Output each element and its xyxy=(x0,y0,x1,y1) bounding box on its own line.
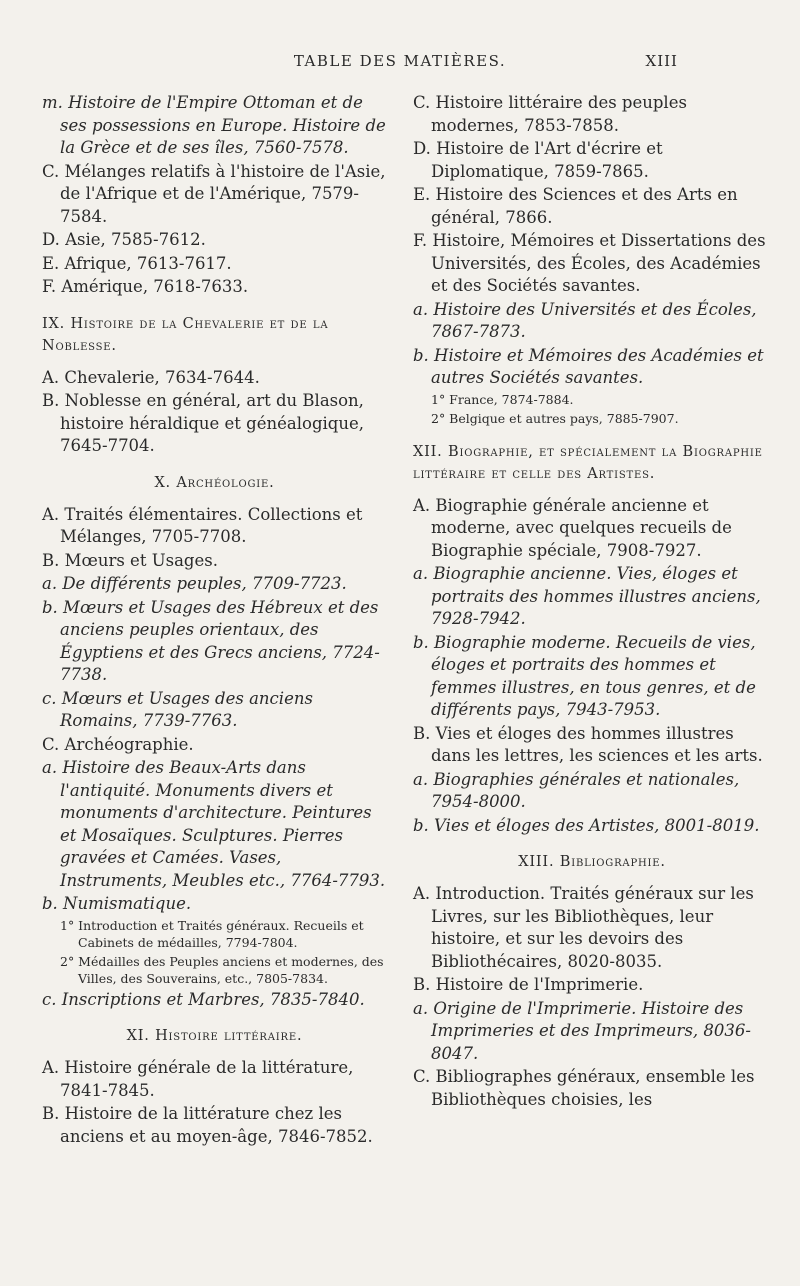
page-number: XIII xyxy=(645,52,678,70)
section-heading: XII. Biographie, et spécialement la Biographie littéraire et celle des Artistes. xyxy=(413,443,763,482)
sub-entry: 2° Médailles des Peuples anciens et modernes, des Villes, des Souverains, etc., 7805-7834. xyxy=(60,953,384,986)
running-title: TABLE DES MATIÈRES. xyxy=(293,52,507,70)
toc-entry: B. Histoire de l'Imprimerie. xyxy=(413,975,644,994)
toc-entry: A. Chevalerie, 7634-7644. xyxy=(42,367,260,387)
toc-entry: E. Afrique, 7613-7617. xyxy=(42,253,232,273)
toc-entry-italic: a. De différents peuples, 7709-7723. xyxy=(42,574,347,593)
left-column xyxy=(42,92,387,1149)
toc-entry: B. Vies et éloges des hommes illustres dans les lettres, les sciences et les arts. xyxy=(413,723,763,765)
toc-entry-italic: a. Histoire des Universités et des Écoles, 7867-7873. xyxy=(413,299,757,341)
toc-entry: B. Histoire de la littérature chez les anciens et au moyen-âge, 7846-7852. xyxy=(42,1104,373,1146)
toc-entry: C. Mélanges relatifs à l'histoire de l'Asie, de l'Afrique et de l'Amérique, 7579-7584. xyxy=(42,161,386,226)
toc-entry: B. Mœurs et Usages. xyxy=(42,550,218,570)
toc-entry-italic: b. Numismatique. xyxy=(42,894,192,913)
toc-entry: D. Asie, 7585-7612. xyxy=(42,230,206,249)
toc-entry: A. Histoire générale de la littérature, 7841-7845. xyxy=(42,1058,354,1100)
sub-entry: 1° Introduction et Traités généraux. Recueils et Cabinets de médailles, 7794-7804. xyxy=(60,917,364,950)
toc-entry: B. Noblesse en général, art du Blason, histoire héraldique et généalogique, 7645-7704. xyxy=(42,391,364,455)
toc-entry-italic: m. Histoire de l'Empire Ottoman et de ses possessions en Europe. Histoire de la Grèce et de ses îles, 7560-7578. xyxy=(42,93,386,157)
toc-entry-italic: b. Histoire et Mémoires des Académies et autres Sociétés savantes. xyxy=(413,345,764,387)
toc-entry: F. Amérique, 7618-7633. xyxy=(42,277,249,296)
toc-entry-italic: b. Biographie moderne. Recueils de vies, éloges et portraits des hommes et femmes illustres, en tous genres, et de différents pays, 7943-7953. xyxy=(413,632,756,719)
toc-entry-italic: a. Biographie ancienne. Vies, éloges et portraits des hommes illustres anciens, 7928-7942. xyxy=(413,564,761,628)
toc-entry: A. Introduction. Traités généraux sur les Livres, sur les Bibliothèques, leur histoire, et sur les devoirs des Bibliothécaires, 8020-8035. xyxy=(413,884,754,971)
toc-entry-italic: b. Mœurs et Usages des Hébreux et des anciens peuples orientaux, des Égyptiens et des Grecs anciens, 7724-7738. xyxy=(42,597,380,684)
section-heading: XI. Histoire littéraire. xyxy=(126,1028,303,1044)
toc-entry-italic: a. Biographies générales et nationales, 7954-8000. xyxy=(413,769,740,811)
toc-entry-italic: c. Inscriptions et Marbres, 7835-7840. xyxy=(42,989,365,1009)
running-head xyxy=(0,52,800,78)
toc-entry-italic: b. Vies et éloges des Artistes, 8001-8019. xyxy=(413,815,760,835)
toc-entry: C. Histoire littéraire des peuples modernes, 7853-7858. xyxy=(413,93,687,135)
toc-entry: A. Traités élémentaires. Collections et Mélanges, 7705-7708. xyxy=(42,504,363,546)
toc-entry-italic: a. Histoire des Beaux-Arts dans l'antiquité. Monuments divers et monuments d'architecture. Peintures et Mosaïques. Sculptures. Pierres gravées et Camées. Vases, Instruments, Meubles etc., 7764-7793. xyxy=(42,758,386,890)
toc-entry: C. Archéographie. xyxy=(42,734,194,754)
toc-entry: D. Histoire de l'Art d'écrire et Diplomatique, 7859-7865. xyxy=(413,139,663,181)
sub-entry: 1° France, 7874-7884. xyxy=(431,391,574,407)
section-heading: IX. Histoire de la Chevalerie et de la Noblesse. xyxy=(42,315,329,354)
sub-entry: 2° Belgique et autres pays, 7885-7907. xyxy=(431,410,679,426)
right-column xyxy=(413,92,771,1112)
section-heading: XIII. Bibliographie. xyxy=(518,854,666,870)
toc-entry-italic: a. Origine de l'Imprimerie. Histoire des Imprimeries et des Imprimeurs, 8036-8047. xyxy=(413,998,751,1063)
toc-entry: F. Histoire, Mémoires et Dissertations des Universités, des Écoles, des Académies et des Sociétés savantes. xyxy=(413,231,766,295)
toc-entry: E. Histoire des Sciences et des Arts en général, 7866. xyxy=(413,185,738,227)
toc-entry: A. Biographie générale ancienne et moderne, avec quelques recueils de Biographie spéciale, 7908-7927. xyxy=(413,495,732,560)
section-heading: X. Archéologie. xyxy=(154,474,275,491)
toc-entry: C. Bibliographes généraux, ensemble les Bibliothèques choisies, les xyxy=(413,1067,755,1109)
toc-entry-italic: c. Mœurs et Usages des anciens Romains, 7739-7763. xyxy=(42,688,313,730)
